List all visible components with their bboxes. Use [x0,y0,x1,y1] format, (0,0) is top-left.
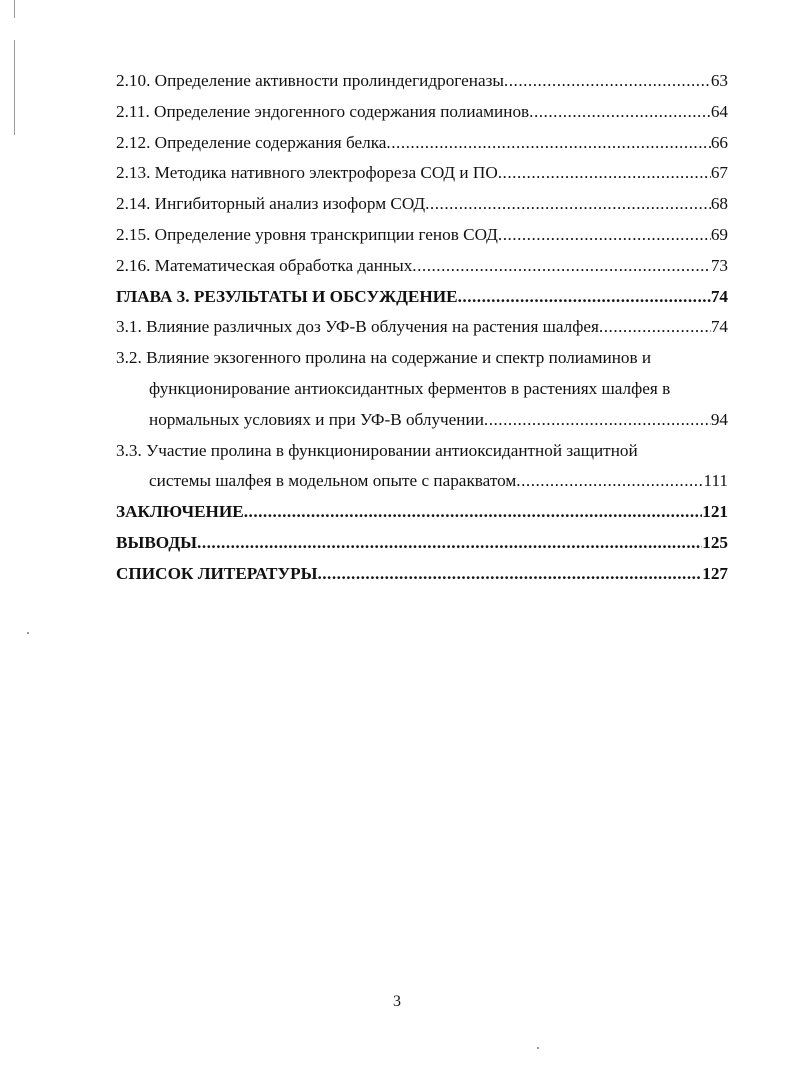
toc-entry-title: ЗАКЛЮЧЕНИЕ [116,502,244,522]
toc-entry-title: 2.13. Методика нативного электрофореза СОД и ПО [116,163,498,183]
toc-entry-line[interactable] [116,374,728,405]
toc-entry-page: 94 [710,409,728,429]
toc-entry-title: 2.11. Определение эндогенного содержания полиаминов [116,101,530,121]
toc-entry[interactable] [116,97,728,128]
toc-leader-dots [599,312,711,343]
toc-entry-title: 3.2. Влияние экзогенного пролина на содержание и спектр полиаминов и [116,348,652,368]
toc-entry-title: ВЫВОДЫ [116,532,198,552]
toc-entry-line[interactable] [116,343,728,374]
toc-entry-page: 63 [710,71,728,90]
toc-leader-dots [317,559,702,590]
toc-leader-dots [458,282,711,313]
toc-leader-dots [386,128,710,159]
toc-entry-line[interactable] [116,436,728,467]
scan-artifact [537,1047,539,1049]
toc-entry-page: 127 [702,563,728,583]
toc-entry-title: 2.12. Определение содержания белка [116,132,387,152]
scan-artifact [14,40,15,135]
toc-entry[interactable] [116,312,728,343]
toc-entry-title-continued: нормальных условиях и при УФ-В облучении [149,409,484,429]
toc-entry[interactable] [116,128,728,159]
toc-chapter-entry[interactable] [116,559,728,590]
toc-chapter-entry[interactable] [116,528,728,559]
toc-leader-dots [425,189,711,220]
toc-leader-dots [498,220,711,251]
toc-leader-dots [412,251,711,282]
toc-entry-page: 68 [710,194,728,214]
scan-artifact [27,632,29,634]
toc-entry[interactable] [116,189,728,220]
toc-entry-page: 111 [703,471,728,491]
toc-entry-page: 125 [702,532,728,552]
toc-entry[interactable] [116,66,728,97]
toc-entry-title: 3.3. Участие пролина в функционировании антиоксидантной защитной [116,440,638,460]
toc-entry-title: 2.16. Математическая обработка данных [116,255,413,275]
toc-entry-title-continued: функционирование антиоксидантных ферментов в растениях шалфея в [149,378,671,398]
toc-entry-title: 2.10. Определение активности пролиндегидрогеназы [116,71,504,90]
toc-entry-title: ГЛАВА 3. РЕЗУЛЬТАТЫ И ОБСУЖДЕНИЕ [116,286,458,306]
toc-leader-dots [529,97,711,128]
toc-entry-title: 2.14. Ингибиторный анализ изоформ СОД [116,194,426,214]
toc-leader-dots [197,528,702,559]
toc-entry-page: 74 [710,286,728,306]
toc-entry-page: 64 [710,101,728,121]
toc-entry-page: 73 [710,255,728,275]
toc-entry-page: 66 [710,132,728,152]
toc-leader-dots [504,66,711,97]
toc-entry-line[interactable] [116,466,728,497]
toc-leader-dots [498,158,711,189]
toc-entry[interactable] [116,220,728,251]
toc-entry-title: 2.15. Определение уровня транскрипции генов СОД [116,224,498,244]
toc-entry-title-continued: системы шалфея в модельном опыте с паракватом [149,471,517,491]
toc-entry-page: 121 [702,502,728,522]
toc-chapter-entry[interactable] [116,282,728,313]
toc-entry-page: 69 [710,224,728,244]
scan-artifact [14,0,15,18]
toc-chapter-entry[interactable] [116,497,728,528]
toc-entry-line[interactable] [116,405,728,436]
toc-leader-dots [244,497,702,528]
toc-entry-title: СПИСОК ЛИТЕРАТУРЫ [116,563,318,583]
toc-entry[interactable] [116,251,728,282]
toc-leader-dots [516,466,703,497]
page-number: 3 [393,993,401,1010]
toc-entry-page: 74 [710,317,728,337]
toc-entry[interactable] [116,158,728,189]
toc-leader-dots [484,405,711,436]
toc-entry-title: 3.1. Влияние различных доз УФ-В облучения на растения шалфея [116,317,599,337]
toc-entry-page: 67 [710,163,728,183]
table-of-contents [116,66,728,590]
